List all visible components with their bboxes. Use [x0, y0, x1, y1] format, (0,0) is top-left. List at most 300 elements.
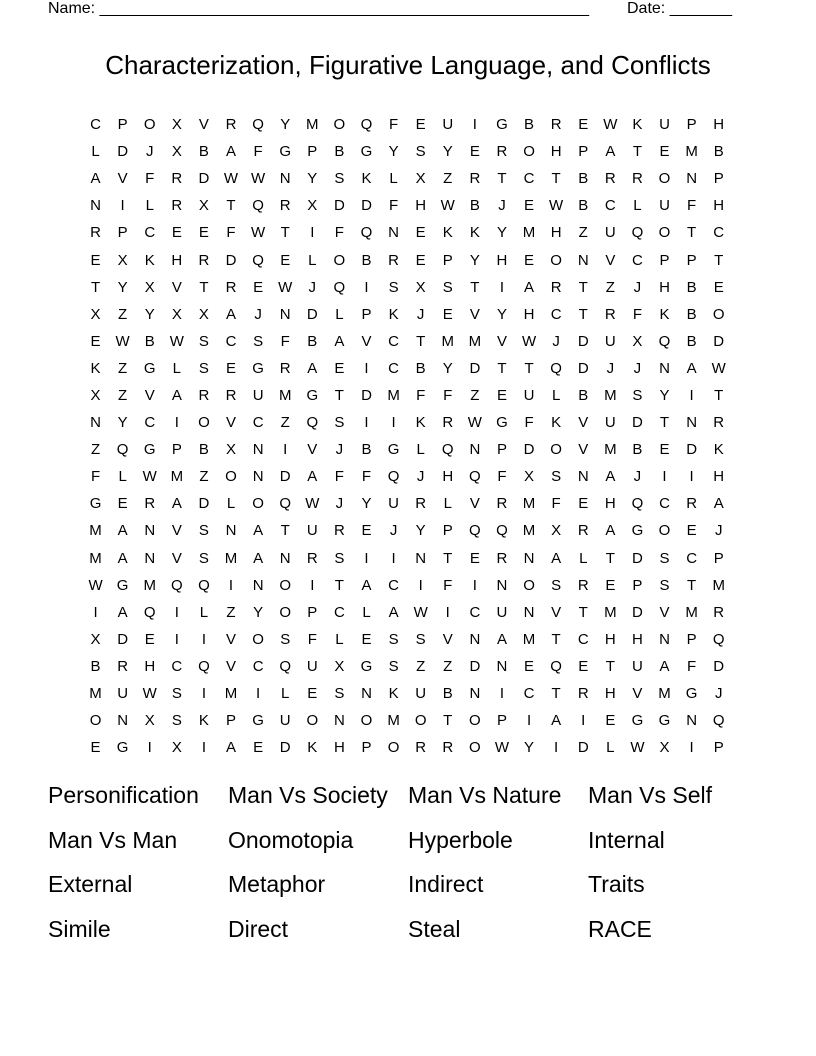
grid-letter: F: [687, 197, 697, 215]
grid-row: [82, 382, 732, 409]
grid-letter: P: [496, 712, 507, 730]
grid-letter: R: [550, 278, 562, 296]
grid-letter: G: [306, 386, 319, 404]
grid-letter: Q: [252, 116, 264, 134]
grid-letter: P: [307, 603, 318, 621]
word-bank-item: Man Vs Society: [228, 782, 388, 808]
grid-letter: I: [499, 278, 505, 296]
grid-letter: U: [388, 495, 399, 513]
grid-letter: I: [201, 685, 206, 703]
grid-letter: I: [120, 197, 125, 215]
grid-letter: R: [496, 549, 508, 567]
grid-letter: O: [469, 712, 481, 730]
grid-letter: H: [604, 495, 616, 513]
grid-letter: P: [442, 251, 453, 269]
grid-letter: F: [307, 630, 317, 648]
grid-letter: I: [391, 549, 396, 567]
grid-letter: R: [496, 143, 508, 161]
grid-letter: U: [117, 685, 129, 703]
grid-letter: C: [252, 414, 264, 432]
grid-letter: Q: [279, 495, 292, 513]
grid-letter: D: [577, 739, 589, 757]
grid-letter: M: [604, 603, 617, 621]
grid-letter: I: [174, 603, 179, 621]
grid-letter: R: [415, 495, 427, 513]
grid-letter: N: [252, 441, 264, 459]
grid-letter: R: [577, 522, 589, 540]
grid-letter: X: [415, 170, 426, 188]
grid-letter: E: [226, 359, 237, 377]
grid-letter: B: [361, 251, 372, 269]
grid-letter: E: [578, 116, 589, 134]
grid-letter: M: [712, 576, 725, 594]
grid-letter: O: [252, 630, 264, 648]
grid-letter: E: [524, 657, 535, 675]
grid-letter: E: [90, 739, 101, 757]
grid-letter: N: [659, 359, 670, 377]
grid-row: [82, 626, 732, 653]
page-title: Characterization, Figurative Language, and Conflicts: [105, 50, 711, 80]
grid-letter: U: [496, 603, 508, 621]
grid-letter: D: [306, 305, 318, 323]
grid-letter: S: [442, 278, 453, 296]
grid-letter: K: [307, 739, 318, 757]
grid-letter: O: [279, 603, 292, 621]
grid-letter: S: [659, 576, 670, 594]
grid-letter: A: [551, 549, 562, 567]
grid-row: [82, 111, 732, 138]
grid-letter: O: [143, 116, 156, 134]
grid-letter: D: [469, 359, 481, 377]
grid-letter: D: [198, 170, 210, 188]
grid-letter: U: [415, 685, 427, 703]
grid-letter: B: [578, 386, 589, 404]
grid-letter: L: [91, 143, 100, 161]
grid-letter: I: [93, 603, 98, 621]
grid-letter: M: [306, 116, 319, 134]
word-bank-item: Steal: [408, 916, 461, 943]
grid-letter: T: [280, 224, 290, 242]
grid-letter: H: [632, 630, 643, 648]
grid-letter: P: [686, 630, 697, 648]
grid-letter: O: [252, 495, 264, 513]
grid-letter: D: [713, 332, 725, 350]
grid-letter: N: [415, 549, 427, 567]
grid-letter: C: [550, 305, 562, 323]
grid-row: [82, 707, 732, 734]
grid-letter: A: [226, 143, 237, 161]
grid-letter: P: [713, 739, 724, 757]
grid-letter: A: [226, 739, 237, 757]
grid-letter: Z: [443, 657, 453, 675]
grid-letter: S: [415, 630, 426, 648]
grid-letter: M: [278, 386, 292, 404]
grid-letter: B: [361, 441, 372, 459]
grid-letter: E: [334, 359, 345, 377]
grid-letter: X: [171, 739, 182, 757]
grid-letter: A: [307, 468, 318, 486]
grid-letter: V: [361, 332, 372, 350]
grid-letter: M: [224, 685, 238, 703]
grid-letter: Y: [524, 739, 535, 757]
grid-letter: B: [469, 197, 480, 215]
grid-letter: P: [117, 116, 128, 134]
grid-letter: G: [685, 685, 698, 703]
grid-letter: Y: [442, 143, 453, 161]
grid-letter: R: [198, 386, 210, 404]
word-bank-item: Internal: [588, 826, 665, 853]
grid-letter: W: [440, 197, 455, 215]
grid-letter: C: [632, 251, 643, 269]
grid-letter: U: [604, 224, 616, 242]
grid-letter: Q: [496, 522, 508, 540]
grid-letter: C: [469, 603, 481, 621]
grid-letter: D: [632, 603, 643, 621]
grid-letter: I: [554, 739, 559, 757]
grid-letter: Y: [144, 305, 155, 323]
grid-letter: F: [334, 224, 344, 242]
grid-letter: F: [388, 116, 399, 134]
grid-letter: D: [117, 630, 129, 648]
grid-letter: T: [524, 359, 534, 377]
grid-letter: R: [442, 414, 454, 432]
grid-letter: R: [333, 522, 345, 540]
grid-letter: L: [118, 468, 127, 486]
grid-letter: V: [171, 522, 182, 540]
grid-letter: S: [280, 630, 291, 648]
grid-letter: Y: [253, 603, 264, 621]
grid-letter: O: [198, 414, 210, 432]
grid-letter: D: [361, 197, 372, 215]
grid-letter: O: [414, 712, 427, 730]
grid-letter: T: [334, 576, 344, 594]
grid-letter: J: [416, 305, 425, 323]
grid-letter: Q: [252, 251, 264, 269]
grid-letter: L: [389, 170, 398, 188]
grid-letter: L: [281, 685, 290, 703]
grid-letter: B: [524, 116, 535, 134]
grid-letter: R: [171, 170, 183, 188]
grid-letter: Q: [252, 197, 264, 215]
grid-letter: M: [522, 495, 536, 513]
grid-letter: M: [170, 468, 184, 486]
grid-letter: E: [90, 251, 101, 269]
grid-letter: S: [388, 657, 399, 675]
grid-letter: T: [280, 522, 290, 540]
grid-letter: R: [306, 549, 318, 567]
grid-letter: U: [442, 116, 454, 134]
grid-letter: E: [469, 143, 480, 161]
grid-letter: C: [577, 630, 589, 648]
grid-letter: X: [415, 278, 426, 296]
grid-letter: N: [90, 414, 101, 432]
grid-letter: O: [360, 712, 373, 730]
grid-letter: Y: [442, 359, 453, 377]
grid-letter: R: [171, 197, 183, 215]
grid-letter: W: [115, 332, 130, 350]
grid-letter: X: [117, 251, 128, 269]
grid-letter: U: [604, 332, 616, 350]
grid-letter: I: [526, 712, 532, 730]
grid-letter: A: [605, 143, 616, 161]
grid-letter: A: [171, 386, 182, 404]
grid-letter: O: [225, 468, 237, 486]
grid-letter: F: [497, 468, 507, 486]
grid-letter: D: [632, 414, 643, 432]
grid-letter: G: [279, 143, 292, 161]
grid-letter: N: [469, 685, 481, 703]
grid-letter: V: [226, 630, 237, 648]
grid-letter: R: [713, 414, 725, 432]
grid-letter: V: [442, 630, 453, 648]
grid-letter: Q: [333, 278, 346, 296]
grid-letter: Z: [470, 386, 480, 404]
grid-letter: F: [416, 386, 426, 404]
grid-letter: E: [253, 278, 264, 296]
grid-letter: H: [713, 468, 725, 486]
grid-letter: J: [416, 468, 425, 486]
grid-letter: H: [713, 197, 725, 215]
grid-letter: W: [142, 685, 157, 703]
grid-letter: P: [117, 224, 128, 242]
grid-letter: V: [659, 603, 670, 621]
grid-letter: C: [333, 603, 345, 621]
grid-letter: Z: [605, 278, 615, 296]
grid-letter: Z: [118, 386, 128, 404]
grid-row: [82, 545, 732, 572]
grid-letter: T: [497, 170, 507, 188]
grid-letter: C: [252, 657, 264, 675]
grid-letter: W: [223, 170, 239, 188]
grid-letter: R: [225, 116, 237, 134]
grid-letter: N: [279, 305, 291, 323]
grid-letter: F: [280, 332, 290, 350]
grid-letter: M: [387, 386, 400, 404]
grid-letter: C: [604, 197, 616, 215]
grid-letter: G: [143, 359, 156, 377]
grid-letter: N: [686, 414, 698, 432]
grid-letter: D: [198, 495, 210, 513]
grid-letter: F: [145, 170, 155, 188]
grid-letter: N: [225, 522, 237, 540]
grid-letter: L: [335, 630, 344, 648]
grid-letter: L: [633, 197, 642, 215]
grid-letter: I: [418, 576, 423, 594]
grid-letter: S: [198, 359, 209, 377]
grid-letter: I: [310, 576, 315, 594]
grid-letter: F: [443, 576, 453, 594]
grid-letter: B: [198, 441, 209, 459]
grid-letter: I: [147, 739, 152, 757]
grid-letter: A: [388, 603, 399, 621]
grid-letter: J: [633, 359, 642, 377]
grid-letter: N: [523, 603, 535, 621]
word-bank-item: Man Vs Nature: [408, 782, 562, 808]
grid-letter: W: [711, 359, 726, 377]
grid-letter: M: [441, 332, 455, 350]
word-bank-item: External: [48, 871, 133, 898]
grid-letter: H: [604, 685, 616, 703]
grid-letter: U: [604, 414, 616, 432]
grid-row: [82, 517, 732, 544]
grid-letter: J: [606, 359, 615, 377]
grid-letter: M: [685, 143, 698, 161]
grid-letter: T: [578, 603, 588, 621]
grid-letter: R: [144, 495, 156, 513]
grid-letter: V: [469, 305, 480, 323]
grid-row: [82, 463, 732, 490]
grid-letter: W: [603, 116, 618, 134]
grid-letter: C: [90, 116, 101, 134]
grid-letter: W: [278, 278, 293, 296]
grid-letter: A: [605, 468, 616, 486]
grid-letter: A: [117, 603, 128, 621]
grid-letter: W: [521, 332, 537, 350]
word-bank-item: Man Vs Self: [588, 782, 712, 808]
grid-row: [82, 599, 732, 626]
grid-letter: R: [632, 170, 643, 188]
grid-letter: D: [279, 739, 291, 757]
grid-letter: Z: [416, 657, 426, 675]
grid-letter: E: [496, 386, 507, 404]
grid-letter: S: [551, 576, 562, 594]
grid-letter: Q: [631, 495, 644, 513]
word-bank-item: Man Vs Man: [48, 826, 178, 853]
grid-letter: W: [305, 495, 320, 513]
grid-letter: K: [632, 116, 643, 134]
grid-letter: A: [334, 332, 345, 350]
grid-letter: T: [714, 386, 724, 404]
grid-letter: K: [198, 712, 209, 730]
grid-letter: S: [198, 549, 209, 567]
word-bank-item: Indirect: [408, 871, 484, 898]
grid-letter: G: [116, 739, 129, 757]
word-bank-item: Direct: [228, 916, 289, 943]
grid-letter: P: [632, 576, 643, 594]
grid-letter: N: [496, 657, 508, 675]
grid-letter: G: [631, 712, 644, 730]
grid-letter: M: [89, 685, 102, 703]
grid-letter: S: [198, 332, 209, 350]
grid-letter: W: [413, 603, 428, 621]
grid-letter: X: [144, 712, 155, 730]
grid-letter: K: [388, 685, 399, 703]
grid-letter: T: [578, 278, 588, 296]
grid-letter: T: [443, 712, 453, 730]
grid-letter: N: [333, 712, 345, 730]
grid-letter: Y: [307, 170, 318, 188]
word-bank-item: Hyperbole: [408, 826, 513, 853]
grid-letter: V: [578, 414, 589, 432]
grid-letter: Y: [496, 305, 507, 323]
grid-letter: G: [496, 116, 508, 134]
grid-letter: P: [496, 441, 507, 459]
grid-letter: G: [360, 657, 373, 675]
grid-letter: A: [496, 630, 507, 648]
grid-letter: B: [686, 332, 697, 350]
grid-letter: E: [524, 251, 535, 269]
grid-letter: R: [415, 739, 427, 757]
grid-letter: V: [496, 332, 507, 350]
grid-letter: J: [389, 522, 398, 540]
word-search-grid: [82, 111, 732, 761]
grid-row: [82, 355, 732, 382]
grid-letter: V: [198, 116, 209, 134]
grid-letter: C: [388, 359, 399, 377]
grid-letter: A: [226, 305, 237, 323]
grid-letter: I: [581, 712, 586, 730]
grid-letter: M: [522, 224, 536, 242]
grid-letter: I: [364, 414, 369, 432]
word-bank: [48, 778, 768, 957]
grid-letter: R: [469, 170, 481, 188]
grid-letter: H: [659, 278, 670, 296]
grid-letter: N: [577, 251, 589, 269]
grid-letter: S: [334, 414, 345, 432]
grid-letter: K: [469, 224, 480, 242]
grid-letter: W: [251, 170, 266, 188]
grid-letter: D: [225, 251, 237, 269]
grid-row: [82, 219, 732, 246]
grid-letter: H: [550, 224, 562, 242]
grid-letter: D: [279, 468, 291, 486]
grid-letter: Q: [306, 414, 319, 432]
grid-row: [82, 490, 732, 517]
grid-letter: J: [254, 305, 262, 323]
grid-letter: T: [605, 657, 615, 675]
grid-letter: T: [632, 143, 642, 161]
grid-letter: B: [307, 332, 318, 350]
grid-letter: L: [308, 251, 317, 269]
grid-letter: P: [713, 549, 724, 567]
grid-letter: E: [442, 305, 453, 323]
grid-letter: O: [712, 305, 725, 323]
grid-letter: I: [228, 576, 234, 594]
grid-letter: U: [306, 657, 318, 675]
grid-letter: V: [226, 657, 237, 675]
grid-letter: P: [713, 170, 724, 188]
grid-letter: D: [523, 441, 535, 459]
grid-letter: E: [144, 630, 155, 648]
grid-letter: T: [551, 170, 561, 188]
grid-letter: X: [632, 332, 643, 350]
grid-letter: N: [388, 224, 399, 242]
grid-letter: Z: [443, 170, 453, 188]
grid-letter: M: [522, 522, 536, 540]
grid-letter: Q: [550, 359, 562, 377]
grid-letter: D: [632, 549, 643, 567]
grid-letter: F: [388, 197, 399, 215]
grid-letter: A: [361, 576, 372, 594]
grid-letter: D: [117, 143, 129, 161]
grid-letter: Y: [388, 143, 399, 161]
grid-letter: M: [89, 549, 102, 567]
grid-letter: I: [174, 414, 179, 432]
grid-letter: M: [387, 712, 400, 730]
grid-letter: R: [117, 657, 129, 675]
grid-row: [82, 653, 732, 680]
grid-letter: X: [334, 657, 345, 675]
grid-letter: Q: [170, 576, 183, 594]
grid-letter: P: [226, 712, 237, 730]
grid-letter: G: [252, 359, 264, 377]
grid-letter: R: [577, 576, 589, 594]
grid-letter: O: [523, 576, 535, 594]
grid-letter: Q: [116, 441, 129, 459]
grid-letter: H: [415, 197, 427, 215]
grid-letter: A: [171, 495, 182, 513]
grid-letter: K: [713, 441, 724, 459]
